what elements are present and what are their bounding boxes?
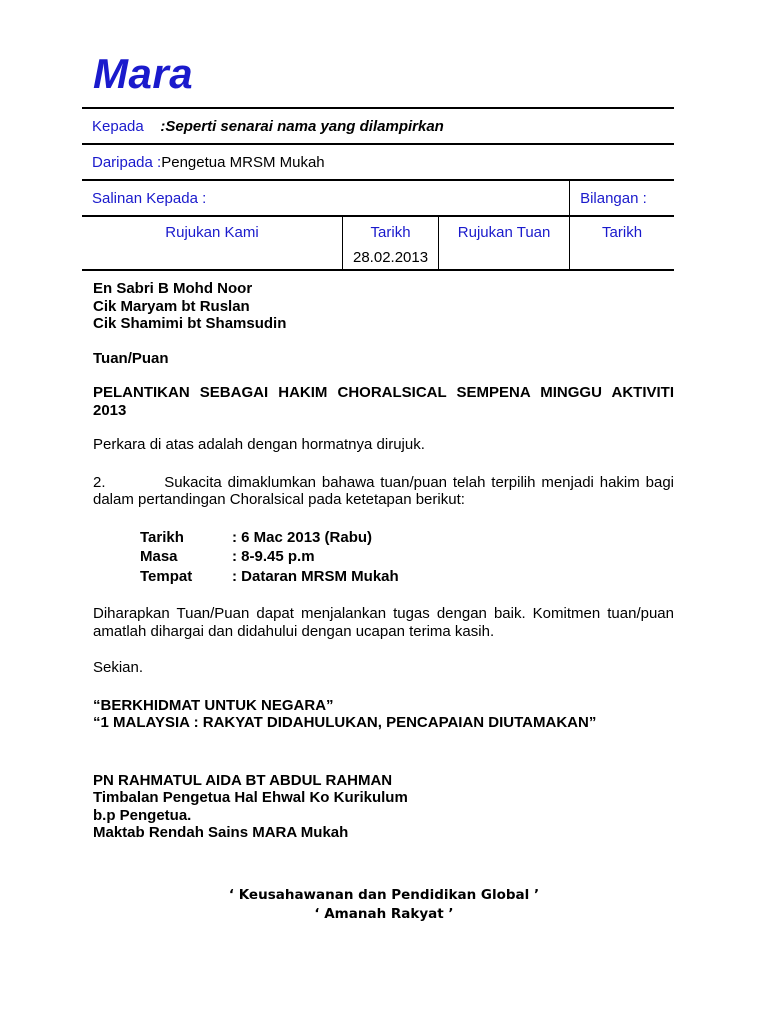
detail-value: : Dataran MRSM Mukah (232, 567, 399, 585)
signatory-bp: b.p Pengetua. (93, 806, 192, 824)
detail-label: Masa (140, 548, 178, 565)
detail-value: : 8-9.45 p.m (232, 548, 315, 565)
daripada-row (82, 144, 674, 180)
tarikh-tuan-cell (570, 216, 674, 270)
letter-header-table (82, 107, 674, 271)
recipient-list (93, 280, 674, 333)
motto-line: “1 MALAYSIA : RAKYAT DIDAHULUKAN, PENCAPAIAN DIUTAMAKAN” (93, 714, 597, 731)
paragraph-1: Perkara di atas adalah dengan hormatnya dirujuk. (93, 436, 425, 453)
mara-logo: Mara (93, 50, 194, 97)
signatory-title: Timbalan Pengetua Hal Ehwal Ko Kurikulum (93, 789, 408, 806)
rujukan-tuan-cell (439, 216, 570, 270)
rujukan-kami-cell (82, 216, 343, 270)
paragraph-3: Diharapkan Tuan/Puan dapat menjalankan tugas dengan baik. Komitmen tuan/puan amatlah dihargai dan didahului dengan ucapan terima kasih. (93, 605, 674, 640)
closing: Sekian. (93, 659, 144, 676)
signatory-org: Maktab Rendah Sains MARA Mukah (93, 824, 349, 841)
daripada-value: Pengetua MRSM Mukah (161, 153, 325, 171)
signature-block (93, 772, 674, 842)
motto-block (93, 697, 674, 732)
detail-label: Tarikh (140, 528, 184, 546)
rujukan-kami-label: Rujukan Kami (165, 224, 259, 241)
tarikh-kami-value: 28.02.2013 (353, 249, 429, 266)
event-details (140, 529, 674, 588)
kepada-row (82, 108, 674, 144)
footer-slogans (0, 886, 768, 924)
footer-slogan: ‘ Amanah Rakyat ’ (314, 906, 454, 922)
paragraph-2-number: 2. (93, 473, 106, 491)
recipient-name: Cik Maryam bt Ruslan (93, 297, 250, 315)
kepada-label: Kepada (92, 117, 144, 135)
kepada-value: :Seperti senarai nama yang dilampirkan (160, 117, 444, 135)
salinan-kepada-label: Salinan Kepada : (92, 189, 207, 207)
daripada-label: Daripada : (92, 153, 162, 171)
paragraph-2-text: Sukacita dimaklumkan bahawa tuan/puan telah terpilih menjadi hakim bagi dalam pertandingan Choralsical pada ketetapan berikut: (93, 473, 674, 508)
rujukan-tuan-label: Rujukan Tuan (457, 224, 551, 241)
subject-line: PELANTIKAN SEBAGAI HAKIM CHORALSICAL SEMPENA MINGGU AKTIVITI 2013 (93, 384, 674, 419)
detail-value: : 6 Mac 2013 (Rabu) (232, 528, 373, 546)
detail-row (140, 529, 674, 549)
footer-slogan: ‘ Keusahawanan dan Pendidikan Global ’ (228, 887, 540, 903)
tarikh-kami-label: Tarikh (370, 224, 411, 241)
bilangan-label: Bilangan : (570, 180, 674, 216)
paragraph-2 (93, 474, 674, 509)
motto-line: “BERKHIDMAT UNTUK NEGARA” (93, 696, 334, 714)
tarikh-tuan-label: Tarikh (602, 224, 643, 241)
salutation: Tuan/Puan (93, 349, 169, 367)
recipient-name: En Sabri B Mohd Noor (93, 280, 253, 297)
detail-row (140, 548, 674, 568)
detail-label: Tempat (140, 567, 193, 585)
tarikh-kami-cell (343, 216, 439, 270)
letter-body (93, 280, 674, 842)
signatory-name: PN RAHMATUL AIDA BT ABDUL RAHMAN (93, 771, 393, 789)
detail-row (140, 568, 674, 588)
recipient-name: Cik Shamimi bt Shamsudin (93, 315, 287, 332)
